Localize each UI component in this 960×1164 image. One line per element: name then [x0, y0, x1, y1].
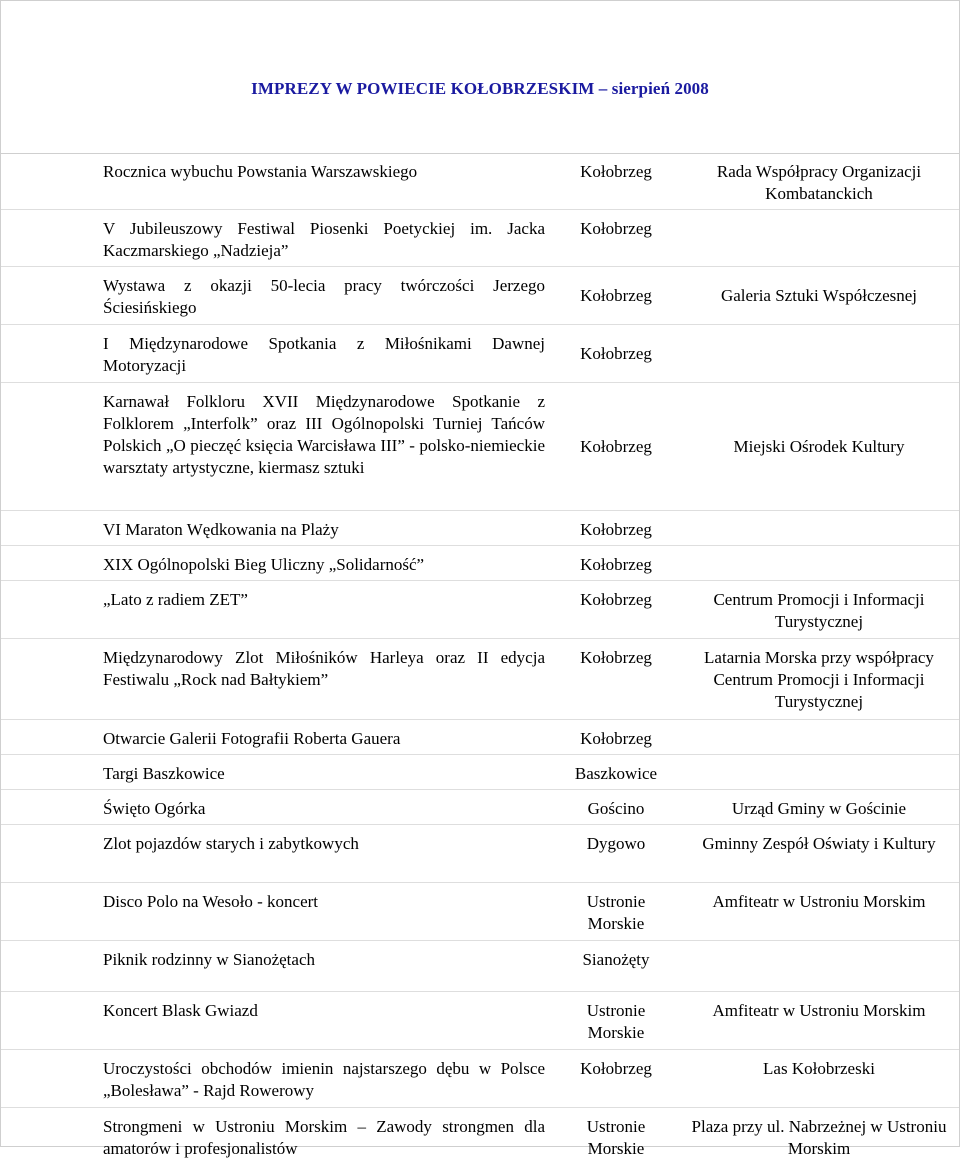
event-place: Kołobrzeg: [580, 436, 652, 456]
events-table: [1, 153, 959, 1164]
event-organizer: Rada Współpracy Organizacji Kombatanckich: [716, 162, 922, 203]
event-place: Kołobrzeg: [580, 555, 652, 574]
table-row: [1, 581, 959, 639]
event-place: Kołobrzeg: [580, 162, 652, 181]
table-row: [1, 1108, 959, 1164]
table-row: [1, 210, 959, 267]
event-place: Ustronie Morskie: [586, 892, 646, 933]
event-place: Kołobrzeg: [580, 729, 652, 748]
event-place: Gościno: [587, 799, 645, 818]
table-row: [1, 825, 959, 883]
header-band: [1, 1, 959, 154]
event-place: Dygowo: [586, 834, 646, 853]
event-place: Sianożęty: [582, 950, 650, 969]
event-organizer: Centrum Promocji i Informacji Turystycznej: [713, 590, 925, 631]
table-row: [1, 755, 959, 790]
table-row: [1, 267, 959, 325]
event-name: Zlot pojazdów starych i zabytkowych: [103, 834, 359, 853]
table-row: [1, 720, 959, 755]
table-row: [1, 883, 959, 941]
event-name: I Międzynarodowe Spotkania z Miłośnikami Dawnej Motoryzacji: [103, 334, 545, 375]
event-name: „Lato z radiem ZET”: [103, 590, 248, 609]
event-organizer: Gminny Zespół Oświaty i Kultury: [702, 834, 936, 853]
event-name: Disco Polo na Wesoło - koncert: [103, 892, 319, 911]
event-name: Strongmeni w Ustroniu Morskim – Zawody strongmen dla amatorów i profesjonalistów: [103, 1117, 545, 1158]
event-name: Piknik rodzinny w Sianożętach: [103, 950, 315, 969]
event-name: Rocznica wybuchu Powstania Warszawskiego: [103, 162, 418, 181]
table-row: [1, 325, 959, 383]
event-name: Uroczystości obchodów imienin najstarszego dębu w Polsce „Bolesława” - Rajd Rowerowy: [103, 1059, 545, 1100]
event-name: VI Maraton Wędkowania na Plaży: [103, 520, 339, 539]
page-title: IMPREZY W POWIECIE KOŁOBRZESKIM – sierpień 2008: [251, 79, 709, 98]
event-name: Karnawał Folkloru XVII Międzynarodowe Spotkanie z Folklorem „Interfolk” oraz III Ogólnopolski Turniej Tańców Polskich „O pieczęć księcia Warcisława III” - polsko-niemieckie warsztaty artystyczne, kiermasz sztuki: [103, 392, 545, 477]
event-organizer: Urząd Gminy w Gościnie: [731, 799, 907, 818]
table-row: [1, 383, 959, 511]
table-row: [1, 639, 959, 720]
event-organizer: Plaza przy ul. Nabrzeżnej w Ustroniu Morskim: [691, 1117, 947, 1158]
table-row: [1, 546, 959, 581]
event-name: Koncert Blask Gwiazd: [103, 1001, 258, 1020]
event-organizer: Las Kołobrzeski: [763, 1059, 875, 1078]
event-place: Kołobrzeg: [580, 343, 652, 363]
event-place: Kołobrzeg: [580, 1059, 652, 1078]
event-place: Baszkowice: [574, 764, 658, 783]
event-place: Kołobrzeg: [580, 219, 652, 238]
event-place: Kołobrzeg: [580, 520, 652, 539]
event-name: Wystawa z okazji 50-lecia pracy twórczości Jerzego Ściesińskiego: [103, 276, 545, 317]
table-row: [1, 992, 959, 1050]
event-organizer: Amfiteatr w Ustroniu Morskim: [712, 892, 926, 911]
event-organizer: Amfiteatr w Ustroniu Morskim: [712, 1001, 926, 1020]
table-row: [1, 511, 959, 546]
table-row: [1, 941, 959, 992]
event-place: Ustronie Morskie: [586, 1117, 646, 1158]
table-row: [1, 1050, 959, 1108]
event-name: Otwarcie Galerii Fotografii Roberta Gauera: [103, 729, 401, 748]
event-name: V Jubileuszowy Festiwal Piosenki Poetyckiej im. Jacka Kaczmarskiego „Nadzieja”: [103, 219, 545, 260]
table-row: [1, 790, 959, 825]
event-place: Kołobrzeg: [580, 590, 652, 609]
event-organizer: Galeria Sztuki Współczesnej: [720, 285, 918, 305]
event-name: Międzynarodowy Zlot Miłośników Harleya oraz II edycja Festiwalu „Rock nad Bałtykiem”: [103, 648, 545, 689]
event-organizer: Latarnia Morska przy współpracy Centrum Promocji i Informacji Turystycznej: [704, 648, 934, 711]
event-name: Święto Ogórka: [103, 799, 206, 818]
table-row: [1, 153, 959, 210]
event-place: Kołobrzeg: [580, 285, 652, 305]
event-place: Kołobrzeg: [580, 648, 652, 667]
event-name: Targi Baszkowice: [103, 764, 225, 783]
event-name: XIX Ogólnopolski Bieg Uliczny „Solidarność”: [103, 555, 425, 574]
event-place: Ustronie Morskie: [586, 1001, 646, 1042]
event-organizer: Miejski Ośrodek Kultury: [733, 436, 905, 456]
